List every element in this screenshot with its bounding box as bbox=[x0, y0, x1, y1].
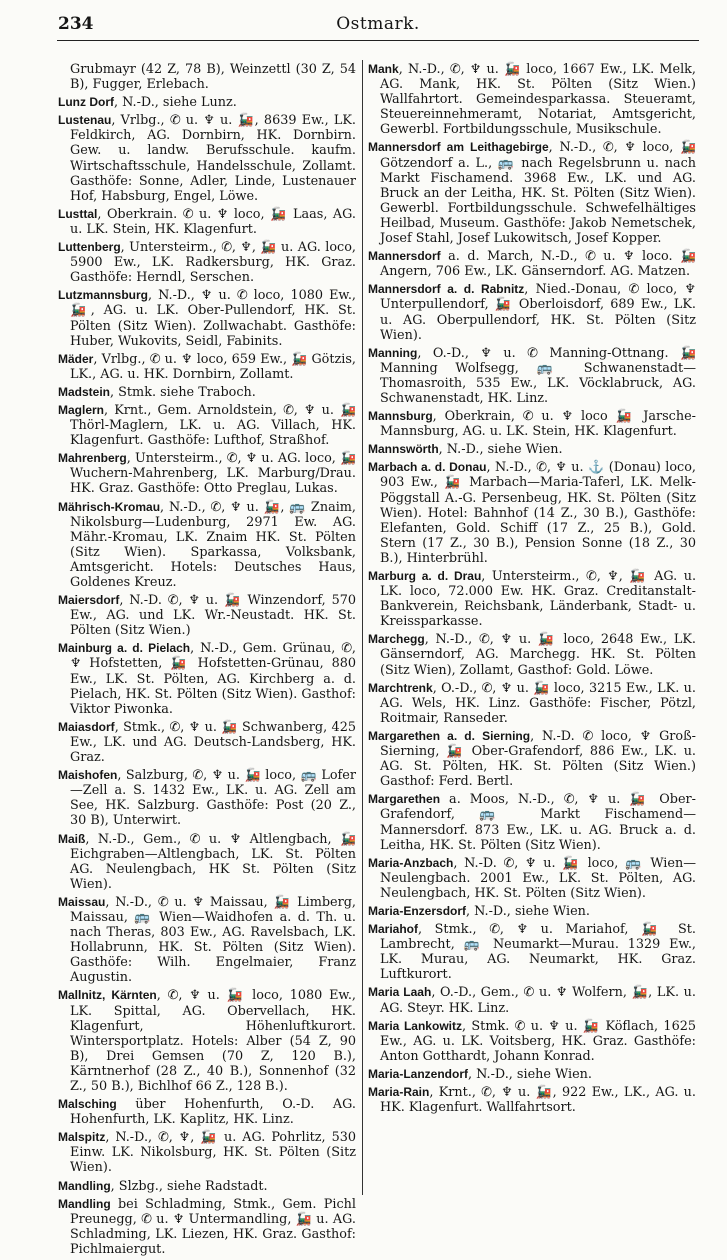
entry-text: , Salzburg, ✆, ♆ u. 🚂 loco, 🚌 Lofer—Zell a. S. 1432 Ew., LK. u. AG. Zell am See, HK. Salzburg. Gasthöfe: Post (20 Z., 30 B), Unterwirt. bbox=[70, 768, 356, 829]
directory-entry bbox=[368, 1067, 696, 1082]
directory-entry bbox=[58, 768, 356, 828]
entry-headword: Lusttal bbox=[58, 206, 98, 221]
directory-entry bbox=[368, 856, 696, 901]
entry-headword: Mannersdorf bbox=[368, 249, 441, 264]
directory-entry bbox=[58, 641, 356, 716]
directory-entry bbox=[368, 792, 696, 852]
entry-headword: Margarethen bbox=[368, 792, 441, 807]
header-rule bbox=[57, 40, 699, 41]
entry-text: , Krnt., Gem. Arnoldstein, ✆, ♆ u. 🚂 Thörl-Maglern, LK. u. AG. Villach, HK. Klagenfurt. Gasthöfe: Lufthof, Straßhof. bbox=[70, 402, 356, 449]
directory-entry bbox=[58, 500, 356, 591]
entry-text: , O.-D., ♆ u. ✆ Manning-Ottnang. 🚂 Manning Wolfsegg, 🚌 Schwanenstadt—Thomasroith, 535 Ew., LK. Vöcklabruck, AG. Schwanenstadt, HK. Linz. bbox=[380, 345, 696, 406]
entry-headword: Mariahof bbox=[368, 922, 419, 937]
entry-headword: Madstein bbox=[58, 384, 111, 399]
directory-entry bbox=[58, 62, 356, 92]
entry-text: , Oberkrain. ✆ u. ♆ loco, 🚂 Laas, AG. u. LK. Stein, HK. Klagenfurt. bbox=[70, 206, 356, 237]
directory-entry bbox=[368, 729, 696, 789]
directory-entry bbox=[368, 632, 696, 677]
directory-entry bbox=[58, 288, 356, 348]
left-column bbox=[58, 62, 356, 1260]
entry-headword: Maglern bbox=[58, 402, 105, 417]
entry-text: , Untersteirm., ✆, ♆, 🚂 AG. u. LK. loco, 72.000 Ew. HK. Graz. Creditanstalt-Bankverein, Reichsbank, Länderbank, Stadt- u. Kreissparkasse. bbox=[380, 569, 697, 630]
entry-headword: Margarethen a. d. Sierning bbox=[368, 728, 531, 743]
directory-entry bbox=[368, 409, 696, 439]
entry-text: über Hohenfurth, O.-D. AG. Hohenfurth, LK. Kaplitz, HK. Linz. bbox=[70, 1097, 356, 1128]
entry-headword: Manning bbox=[368, 345, 418, 360]
entry-headword: Lunz Dorf bbox=[58, 95, 114, 110]
directory-entry bbox=[368, 904, 696, 919]
entry-text: , Stmk., ✆, ♆ u. Mariahof, 🚂 St. Lambrecht, 🚌 Neumarkt—Murau. 1329 Ew., LK. Murau, AG. Neumarkt, HK. Graz. Luftkurort. bbox=[380, 922, 696, 983]
entry-headword: Maria-Rain bbox=[368, 1085, 430, 1099]
entry-headword: Luttenberg bbox=[58, 240, 121, 255]
entry-headword: Mannswörth bbox=[368, 442, 439, 457]
directory-entry bbox=[58, 720, 356, 765]
entry-text: , N.-D. ✆, ♆ u. 🚂 loco, 🚌 Wien—Neulengbach. 2001 Ew., LK. St. Pölten, AG. Neulengbach, HK. St. Pölten (Sitz Wien). bbox=[380, 855, 696, 901]
entry-headword: Mandling bbox=[58, 1196, 111, 1211]
directory-entry bbox=[58, 385, 356, 400]
entry-headword: Mank bbox=[368, 62, 399, 76]
page-header bbox=[58, 14, 698, 38]
entry-text: , N.-D., siehe Wien. bbox=[468, 1066, 592, 1082]
entry-headword: Marburg a. d. Drau bbox=[368, 569, 482, 583]
entry-text: , N.-D., ✆, ♆, 🚂 u. AG. Pohrlitz, 530 Einw. LK. Nikolsburg, HK. St. Pölten (Sitz Wien). bbox=[70, 1130, 356, 1176]
entry-headword: Mainburg a. d. Pielach bbox=[58, 641, 191, 656]
entry-text: , N.-D., ✆, ♆ u. 🚂 loco, 2648 Ew., LK. Gänserndorf, AG. Marchegg. HK. St. Pölten (Sitz Wien), Zollamt, Gasthof: Gold. Löwe. bbox=[380, 632, 696, 678]
entry-headword: Marchegg bbox=[368, 632, 425, 647]
entry-text: , N.-D., ✆, ♆ u. 🚂, 🚌 Znaim, Nikolsburg—Ludenburg, 2971 Ew. AG. Mähr.-Kromau, LK. Znaim HK. St. Pölten (Sitz Wien). Sparkassa, Volksbank, Amtsgericht. Hotels: Deutsches Haus, Goldenes Kreuz. bbox=[70, 499, 356, 590]
entry-headword: Marchtrenk bbox=[368, 680, 433, 695]
entry-headword: Maissau bbox=[58, 894, 106, 909]
entry-headword: Mannsburg bbox=[368, 409, 433, 424]
entry-text: , O.-D., ✆, ♆ u. 🚂 loco, 3215 Ew., LK. u. AG. Wels, HK. Linz. Gasthöfe: Fischer, Pötzl, Roitmair, Ranseder. bbox=[380, 680, 696, 726]
directory-entry bbox=[58, 403, 356, 448]
entry-text: , N.-D., ✆, ♆ loco, 🚂 Götzendorf a. L., 🚌 nach Regelsbrunn u. nach Markt Fischamend. 3968 Ew., LK. und AG. Bruck an der Leitha, HK. St. Pölten (Sitz Wien). Gewerbl. Fortbildungsschule. Schwefelhältiges Heilbad, Museum. Gasthöfe: Jakob Nemetschek, Josef Stahl, Josef Lukowitsch, Josef Kopper. bbox=[380, 140, 696, 247]
entry-headword: Mährisch-Kromau bbox=[58, 499, 161, 514]
entry-text: , ✆, ♆ u. 🚂 loco, 1080 Ew., LK. Spittal, AG. Obervellach, HK. Klagenfurt, Höhenluftkurort. Wintersportplatz. Hotels: Alber (54 Z, 90 B), Drei Gemsen (70 Z, 120 B.), Kärntnerhof (28 Z., 40 B.), Sonnenhof (32 Z., 50 B.), Bichlhof 66 Z., 128 B.). bbox=[70, 988, 357, 1094]
directory-entry bbox=[58, 1197, 356, 1257]
directory-entry bbox=[368, 569, 696, 629]
entry-text: , O.-D., Gem., ✆ u. ♆ Wolfern, 🚂, LK. u. AG. Steyr. HK. Linz. bbox=[380, 985, 696, 1016]
directory-entry bbox=[368, 460, 696, 566]
entry-text: , N.-D., ✆, ♆ u. ⚓ (Donau) loco, 903 Ew., 🚂 Marbach—Maria-Taferl, LK. Melk-Pöggstall A.-G. Persenbeug, HK. St. Pölten (Sitz Wien). Hotel: Bahnhof (14 Z., 30 B.), Gasthöfe: Elefanten, Gold. Schiff (17 Z., 25 B.), Gold. Stern (17 Z., 30 B.), Pension Sonne (18 Z., 30 B.), Hinterbrühl. bbox=[380, 460, 696, 566]
directory-entry bbox=[58, 1097, 356, 1127]
directory-entry bbox=[368, 1019, 696, 1064]
entry-headword: Maria Laah bbox=[368, 985, 432, 1000]
entry-headword: Maiasdorf bbox=[58, 719, 115, 734]
page-number: 234 bbox=[58, 14, 94, 34]
entry-text: , N.-D., ♆ u. ✆ loco, 1080 Ew., 🚂, AG. u. LK. Ober-Pullendorf, HK. St. Pölten (Sitz Wien). Zollwachabt. Gasthöfe: Huber, Wukovits, Seidl, Fabinits. bbox=[70, 288, 356, 349]
entry-headword: Lustenau bbox=[58, 113, 112, 128]
directory-entry bbox=[58, 451, 356, 496]
entry-text: , Vrlbg., ✆ u. ♆ u. 🚂, 8639 Ew., LK. Feldkirch, AG. Dornbirn, HK. Dornbirn. Gew. u. landw. Berufsschule. kaufm. Wirtschaftsschule, Handelsschule, Zollamt. Gasthöfe: Sonne, Adler, Linde, Lustenauer Hof, Habsburg, Engel, Löwe. bbox=[70, 113, 356, 204]
directory-entry bbox=[58, 113, 356, 204]
entry-text: , N.-D. ✆ loco, ♆ Groß-Sierning, 🚂 Ober-Grafendorf, 886 Ew., LK. u. AG. St. Pölten, HK. St. Pölten (Sitz Wien.) Gasthof: Ferd. Bertl. bbox=[380, 728, 696, 790]
running-title: Ostmark. bbox=[336, 14, 420, 34]
entry-text: , N.-D., siehe Lunz. bbox=[114, 95, 237, 111]
entry-headword: Mannersdorf am Leithagebirge bbox=[368, 140, 549, 155]
entry-headword: Mannersdorf a. d. Rabnitz bbox=[368, 282, 525, 297]
entry-text: , Vrlbg., ✆ u. ♆ loco, 659 Ew., 🚂 Götzis, LK., AG. u. HK. Dornbirn, Zollamt. bbox=[70, 351, 356, 382]
entry-text: , N.-D., ✆ u. ♆ Maissau, 🚂 Limberg, Maissau, 🚌 Wien—Waidhofen a. d. Th. u. nach Theras, 803 Ew., AG. Ravelsbach, LK. Hollabrunn, HK. St. Pölten (Sitz Wien). Gasthöfe: Wilh. Engelmaier, Franz Augustin. bbox=[70, 894, 356, 986]
directory-entry bbox=[58, 1130, 356, 1175]
column-divider bbox=[362, 60, 363, 1195]
entry-headword: Maria-Lanzendorf bbox=[368, 1066, 469, 1081]
entry-text: , Oberkrain, ✆ u. ♆ loco 🚂 Jarsche-Mannsburg, AG. u. LK. Stein, HK. Klagenfurt. bbox=[380, 409, 696, 440]
entry-headword: Maiß bbox=[58, 831, 86, 846]
entry-text: , Nied.-Donau, ✆ loco, ♆ Unterpullendorf, 🚂 Oberloisdorf, 689 Ew., LK. u. AG. Oberpullendorf, HK. St. Pölten (Sitz Wien). bbox=[380, 282, 696, 343]
directory-entry bbox=[58, 593, 356, 638]
directory-entry bbox=[368, 140, 696, 246]
entry-headword: Marbach a. d. Donau bbox=[368, 460, 487, 475]
entry-text: , N.-D., Gem. Grünau, ✆, ♆ Hofstetten, 🚂 Hofstetten-Grünau, 880 Ew., LK. St. Pölten, AG. Kirchberg a. d. Pielach, HK. St. Pölten (Sitz Wien). Gasthof: Viktor Piwonka. bbox=[70, 641, 356, 717]
directory-entry bbox=[58, 207, 356, 237]
directory-entry bbox=[58, 832, 356, 892]
entry-headword: Maiersdorf bbox=[58, 593, 120, 608]
entry-text: , N.-D., ✆, ♆ u. 🚂 loco, 1667 Ew., LK. Melk, AG. Mank, HK. St. Pölten (Sitz Wien.) Wallfahrtort. Gemeindesparkassa. Steueramt, Steuereinnehmeramt, Notariat, Amtsgericht, Gewerbl. Fortbildungsschule, Musikschule. bbox=[380, 62, 696, 138]
directory-entry bbox=[368, 282, 696, 342]
entry-text: a. d. March, N.-D., ✆ u. ♆ loco. 🚂 Angern, 706 Ew., LK. Gänserndorf. AG. Matzen. bbox=[380, 249, 696, 280]
directory-entry bbox=[368, 922, 696, 982]
entry-text: a. Moos, N.-D., ✆, ♆ u. 🚂 Ober-Grafendorf, 🚌 Markt Fischamend—Mannersdorf. 873 Ew., LK. u. AG. Bruck a. d. Leitha, HK. St. Pölten (Sitz Wien). bbox=[380, 792, 696, 853]
directory-entry bbox=[368, 985, 696, 1015]
right-column bbox=[368, 62, 696, 1118]
entry-headword: Mahrenberg bbox=[58, 451, 127, 466]
entry-headword: Maria Lankowitz bbox=[368, 1018, 462, 1033]
directory-entry bbox=[368, 1085, 696, 1115]
entry-headword: Mandling bbox=[58, 1178, 111, 1193]
entry-text: , Stmk. siehe Traboch. bbox=[110, 384, 256, 400]
directory-entry bbox=[58, 1179, 356, 1194]
entry-headword: Maria-Enzersdorf bbox=[368, 903, 467, 918]
entry-text: , Krnt., ✆, ♆ u. 🚂, 922 Ew., LK., AG. u. HK. Klagenfurt. Wallfahrtsort. bbox=[380, 1085, 696, 1116]
directory-entry bbox=[368, 62, 696, 137]
entry-text: , Untersteirm., ✆, ♆, 🚂 u. AG. loco, 5900 Ew., LK. Radkersburg, HK. Graz. Gasthöfe: Herndl, Serschen. bbox=[70, 240, 356, 286]
directory-entry bbox=[58, 895, 356, 986]
entry-text: , Stmk., ✆, ♆ u. 🚂 Schwanberg, 425 Ew., LK. und AG. Deutsch-Landsberg, HK. Graz. bbox=[70, 719, 356, 766]
entry-text: Grubmayr (42 Z, 78 B), Weinzettl (30 Z, 54 B), Fugger, Erlebach. bbox=[70, 62, 356, 93]
directory-entry bbox=[368, 346, 696, 406]
entry-headword: Malspitz bbox=[58, 1130, 106, 1145]
entry-headword: Malsching bbox=[58, 1097, 117, 1112]
directory-entry bbox=[368, 681, 696, 726]
entry-text: , N.-D., Gem., ✆ u. ♆ Altlengbach, 🚂 Eichgraben—Altlengbach, LK. St. Pölten AG. Neulengbach, HK St. Pölten (Sitz Wien). bbox=[70, 831, 356, 892]
entry-text: , N.-D., siehe Wien. bbox=[438, 442, 563, 458]
directory-entry bbox=[368, 249, 696, 279]
entry-headword: Maishofen bbox=[58, 768, 118, 783]
entry-text: , N.-D. ✆, ♆ u. 🚂 Winzendorf, 570 Ew., AG. und LK. Wr.-Neustadt. HK. St. Pölten (Sitz Wien.) bbox=[70, 593, 356, 639]
directory-entry bbox=[58, 95, 356, 110]
directory-entry bbox=[58, 240, 356, 285]
directory-entry bbox=[58, 988, 356, 1094]
entry-headword: Mäder bbox=[58, 351, 94, 366]
entry-text: , Untersteirm., ✆, ♆ u. AG. loco, 🚂 Wuchern-Mahrenberg, LK. Marburg/Drau. HK. Graz. Gasthöfe: Otto Preglau, Lukas. bbox=[70, 451, 356, 497]
entry-text: , Stmk. ✆ u. ♆ u. 🚂 Köflach, 1625 Ew., AG. u. LK. Voitsberg, HK. Graz. Gasthöfe: Anton Gotthardt, Johann Konrad. bbox=[380, 1018, 696, 1064]
entry-headword: Lutzmannsburg bbox=[58, 288, 148, 303]
directory-entry bbox=[58, 352, 356, 382]
directory-entry bbox=[368, 442, 696, 457]
entry-text: bei Schladming, Stmk., Gem. Pichl Preunegg, ✆ u. ♆ Untermandling, 🚂 u. AG. Schladming, LK. Liezen, HK. Graz. Gasthof: Pichlmaiergut. bbox=[70, 1196, 356, 1257]
entry-text: , N.-D., siehe Wien. bbox=[466, 903, 590, 919]
entry-text: , Slzbg., siehe Radstadt. bbox=[110, 1178, 268, 1194]
entry-headword: Maria-Anzbach bbox=[368, 855, 454, 870]
entry-headword: Mallnitz, Kärnten bbox=[58, 988, 157, 1003]
